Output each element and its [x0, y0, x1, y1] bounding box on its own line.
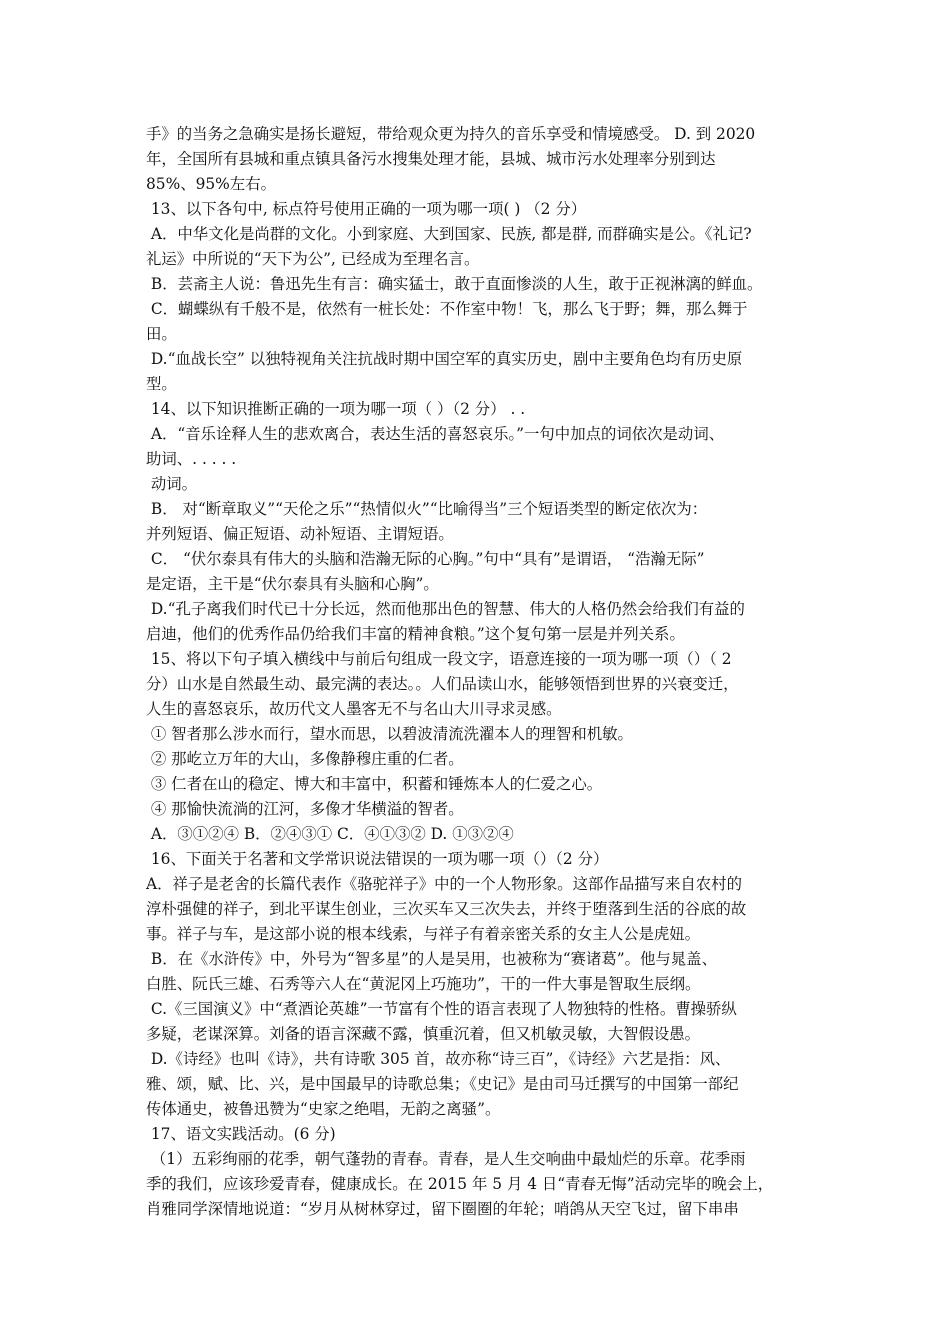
text-line: A．③①②④ B．②④③① C．④①③② D. ①③②④	[146, 825, 514, 843]
text-line: 16、下面关于名著和文学常识说法错误的一项为哪一项（）（2 分）	[146, 850, 609, 868]
text-line: 白胜、阮氏三雄、石秀等六人在“黄泥冈上巧施功”，干的一件大事是智取生辰纲。	[146, 975, 701, 993]
text-line: ③ 仁者在山的稳定、博大和丰富中，积蓄和锤炼本人的仁爱之心。	[146, 775, 603, 793]
text-line: C．蝴蝶纵有千般不是，依然有一桩长处：不作室中物！飞，那么飞于野；舞，那么舞于	[146, 300, 748, 318]
text-line: 田。	[146, 325, 177, 343]
text-line: 17、语文实践活动。(6 分)	[146, 1125, 336, 1143]
text-line: 淳朴强健的祥子，到北平谋生创业，三次买车又三次失去，并终于堕落到生活的谷底的故	[146, 900, 747, 918]
text-line: ① 智者那么涉水而行，望水而思，以碧波清流洗濯本人的理智和机敏。	[146, 725, 633, 743]
text-line: D.“孔子离我们时代已十分长远，然而他那出色的智慧、伟大的人格仍然会给我们有益的	[146, 600, 745, 618]
text-line: 手》的当务之急确实是扬长避短，带给观众更为持久的音乐享受和情境感受。 D. 到 2020	[146, 125, 756, 143]
text-line: 礼运》中所说的“天下为公”, 已经成为至理名言。	[146, 250, 480, 268]
text-line: 季的我们，应该珍爱青春，健康成长。在 2015 年 5 月 4 日“青春无悔”活动完毕的晚会上，	[146, 1175, 774, 1193]
text-line: 并列短语、偏正短语、动补短语、主谓短语。	[146, 525, 454, 543]
text-line: A．祥子是老舍的长篇代表作《骆驼祥子》中的一个人物形象。这部作品描写来自农村的	[146, 875, 742, 893]
text-line: 15、将以下句子填入横线中与前后句组成一段文字，语意连接的一项为哪一项（）（ 2	[146, 650, 732, 668]
text-line: B．芸斋主人说：鲁迅先生有言：确实猛士，敢于直面惨淡的人生，敢于正视淋漓的鲜血。	[146, 275, 763, 293]
text-line: 肖雅同学深情地说道：“岁月从树林穿过，留下圈圈的年轮；哨鸽从天空飞过，留下串串	[146, 1200, 739, 1218]
document-page	[146, 122, 826, 1222]
text-line: 13、以下各句中, 标点符号使用正确的一项为哪一项( ) （2 分）	[146, 200, 587, 218]
text-line: C.《三国演义》中“煮酒论英雄”一节富有个性的语言表现了人物独特的性格。曹操骄纵	[146, 1000, 737, 1018]
text-line: 传体通史，被鲁迅赞为“史家之绝唱，无韵之离骚”。	[146, 1100, 501, 1118]
text-line: 型。	[146, 375, 177, 393]
text-line: B．在《水浒传》中，外号为“智多星”的人是吴用，也被称为“赛诸葛”。他与晁盖、	[146, 950, 717, 968]
text-line: D.“血战长空” 以独特视角关注抗战时期中国空军的真实历史，剧中主要角色均有历史原	[146, 350, 743, 368]
text-line: 14、以下知识推断正确的一项为哪一项（ ）（2 分） . .	[146, 400, 526, 418]
text-line: C． “伏尔泰具有伟大的头脑和浩瀚无际的心胸。”句中“具有”是谓语， “浩瀚无际”	[146, 550, 705, 568]
text-line: 多疑，老谋深算。刘备的语言深藏不露，慎重沉着，但又机敏灵敏，大智假设愚。	[146, 1025, 701, 1043]
text-line: 是定语，主干是“伏尔泰具有头脑和心胸”。	[146, 575, 439, 593]
text-line: B． 对“断章取义”“天伦之乐”“热情似火”“比喻得当”三个短语类型的断定依次为：	[146, 500, 708, 518]
text-line: 85%、95%左右。	[146, 175, 276, 193]
text-line: 年，全国所有县城和重点镇具备污水搜集处理才能，县城、城市污水处理率分别到达	[146, 150, 716, 168]
text-line: A．中华文化是尚群的文化。小到家庭、大到国家、民族, 都是群, 而群确实是公。《礼记?	[146, 225, 752, 243]
text-line: 分）山水是自然最生动、最完满的表达。。人们品读山水，能够领悟到世界的兴衰变迁，	[146, 675, 739, 693]
text-line: 动词。	[146, 475, 198, 493]
text-line: 事。祥子与车，是这部小说的根本线索，与祥子有着亲密关系的女主人公是虎妞。	[146, 925, 701, 943]
text-line: （1）五彩绚丽的花季，朝气蓬勃的青春。青春，是人生交响曲中最灿烂的乐章。花季雨	[146, 1150, 746, 1168]
text-line: ④ 那愉快流淌的江河，多像才华横溢的智者。	[146, 800, 464, 818]
text-line: 启迪，他们的优秀作品仍给我们丰富的精神食粮。”这个复句第一层是并列关系。	[146, 625, 685, 643]
text-line: 雅、颂，赋、比、兴，是中国最早的诗歌总集；《史记》是由司马迁撰写的中国第一部纪	[146, 1075, 739, 1093]
text-line: 助词、. . . . .	[146, 450, 237, 468]
text-line: 人生的喜怒哀乐，故历代文人墨客无不与名山大川寻求灵感。	[146, 700, 562, 718]
text-line: D.《诗经》也叫《诗》，共有诗歌 305 首，故亦称“诗三百”，《诗经》六艺是指：风、	[146, 1050, 731, 1068]
text-line: A．“音乐诠释人生的悲欢离合，表达生活的喜怒哀乐。”一句中加点的词依次是动词、	[146, 425, 725, 443]
text-line: ② 那屹立万年的大山，多像静穆庄重的仁者。	[146, 750, 464, 768]
